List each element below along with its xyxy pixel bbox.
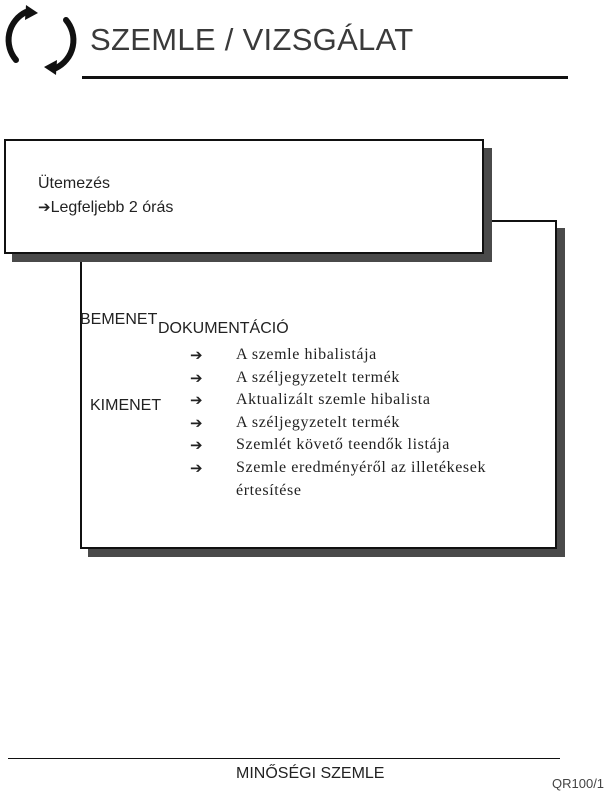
list-item bbox=[190, 434, 530, 457]
input-label: BEMENET bbox=[80, 311, 158, 328]
list-item-text: Szemle eredményéről az illetékesek értesítése bbox=[236, 458, 487, 499]
output-label: KIMENET bbox=[90, 397, 162, 414]
list-item-text: A széljegyzetelt termék bbox=[236, 413, 400, 431]
right-arrow-icon: ➔ bbox=[190, 413, 203, 432]
right-arrow-icon: ➔ bbox=[190, 346, 203, 364]
list-item bbox=[190, 367, 530, 390]
list-item-text: Szemlét követő teendők listája bbox=[236, 436, 450, 454]
schedule-title: Ütemezés bbox=[38, 175, 111, 192]
list-item bbox=[190, 457, 530, 502]
list-item-text: A szemle hibalistája bbox=[236, 346, 377, 363]
list-item-text: Aktualizált szemle hibalista bbox=[236, 391, 431, 409]
schedule-box bbox=[4, 139, 484, 254]
schedule-duration bbox=[38, 198, 173, 217]
schedule-duration-text: Legfeljebb 2 órás bbox=[50, 199, 174, 216]
right-arrow-icon: ➔ bbox=[190, 391, 203, 410]
circular-arrows-icon bbox=[4, 4, 78, 76]
list-item bbox=[190, 412, 530, 435]
list-item-text: A széljegyzetelt termék bbox=[236, 368, 400, 386]
list-item bbox=[190, 389, 530, 412]
right-arrow-icon: ➔ bbox=[190, 368, 203, 387]
page-title: SZEMLE / VIZSGÁLAT bbox=[90, 22, 414, 57]
list-item bbox=[190, 344, 530, 367]
footer-divider bbox=[8, 758, 560, 759]
right-arrow-icon: ➔ bbox=[190, 458, 203, 477]
footer-title: MINŐSÉGI SZEMLE bbox=[236, 765, 385, 782]
title-divider bbox=[82, 76, 568, 79]
documentation-label: DOKUMENTÁCIÓ bbox=[158, 320, 289, 337]
right-arrow-icon: ➔ bbox=[38, 198, 51, 216]
document-code: QR100/1 bbox=[552, 776, 605, 791]
documentation-list bbox=[190, 344, 530, 502]
right-arrow-icon: ➔ bbox=[190, 436, 203, 455]
